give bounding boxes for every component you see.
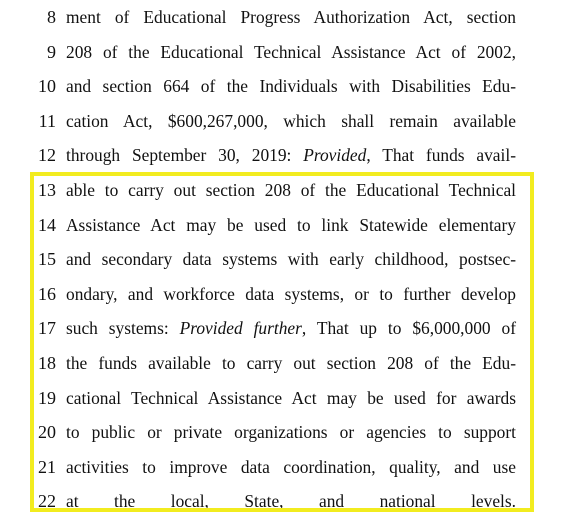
line-text: [66, 279, 516, 309]
document-line: [0, 417, 566, 447]
text-segment: and secondary data systems with early childhood, postsec-: [66, 249, 516, 270]
text-segment: Assistance Act may be used to link Statewide elementary: [66, 214, 516, 235]
text-segment: 208 of the Educational Technical Assistance Act of 2002,: [66, 41, 516, 62]
line-text: [66, 210, 516, 240]
document-line: [0, 383, 566, 413]
text-segment: ment of Educational Progress Authorization Act, section: [66, 7, 516, 27]
line-text: [66, 106, 516, 136]
line-number: 10: [38, 76, 56, 97]
line-number: 18: [38, 353, 56, 373]
text-segment: the funds available to carry out section 208 of the Edu-: [66, 353, 516, 373]
document-line: [0, 71, 566, 101]
document-line: [0, 452, 566, 482]
document-line: [0, 348, 566, 378]
document-line: [0, 37, 566, 67]
line-number: 21: [38, 456, 56, 477]
text-segment: able to carry out section 208 of the Educational Technical: [66, 180, 516, 200]
text-segment: ondary, and workforce data systems, or to further develop: [66, 283, 516, 304]
line-number: 15: [38, 249, 56, 270]
document-line: [0, 279, 566, 309]
line-text: [66, 417, 516, 447]
line-number: 20: [38, 422, 56, 443]
document-line: [0, 486, 566, 516]
line-number: 14: [38, 214, 56, 235]
line-text: [66, 383, 516, 413]
line-text: [66, 244, 516, 274]
text-segment: to public or private organizations or agencies to support: [66, 422, 516, 443]
line-number: 13: [38, 180, 56, 200]
line-text: [66, 313, 516, 343]
italic-text-segment: Provided further: [179, 318, 302, 339]
line-number: 17: [38, 318, 56, 339]
line-text: [66, 452, 516, 482]
line-text: [66, 71, 516, 101]
line-text: [66, 140, 516, 170]
text-segment: activities to improve data coordination, quality, and use: [66, 456, 516, 477]
document-line: [0, 210, 566, 240]
document-line: [0, 175, 566, 205]
line-number: 11: [38, 110, 56, 131]
text-segment: and section 664 of the Individuals with Disabilities Edu-: [66, 76, 516, 97]
text-segment: through September 30, 2019:: [66, 145, 304, 166]
italic-text-segment: Provided: [303, 145, 367, 166]
line-number: 16: [38, 283, 56, 304]
line-number: 9: [47, 41, 56, 62]
line-number: 22: [38, 491, 56, 512]
line-number: 8: [47, 7, 56, 27]
document-line: [0, 313, 566, 343]
document-line: [0, 244, 566, 274]
text-segment: cation Act, $600,267,000, which shall remain available: [66, 110, 516, 131]
line-text: [66, 175, 516, 205]
line-number: 19: [38, 387, 56, 408]
line-text: [66, 486, 516, 516]
text-segment: cational Technical Assistance Act may be used for awards: [66, 387, 516, 408]
line-number: 12: [38, 145, 56, 166]
text-segment: such systems:: [66, 318, 180, 339]
line-text: [66, 37, 516, 67]
document-line: [0, 106, 566, 136]
text-segment: , That up to $6,000,000 of: [301, 318, 516, 339]
text-segment: at the local, State, and national levels.: [66, 491, 516, 512]
text-segment: , That funds avail-: [366, 145, 516, 166]
line-text: [66, 348, 516, 378]
document-line: [0, 2, 566, 32]
line-text: [66, 2, 516, 32]
document-line: [0, 140, 566, 170]
